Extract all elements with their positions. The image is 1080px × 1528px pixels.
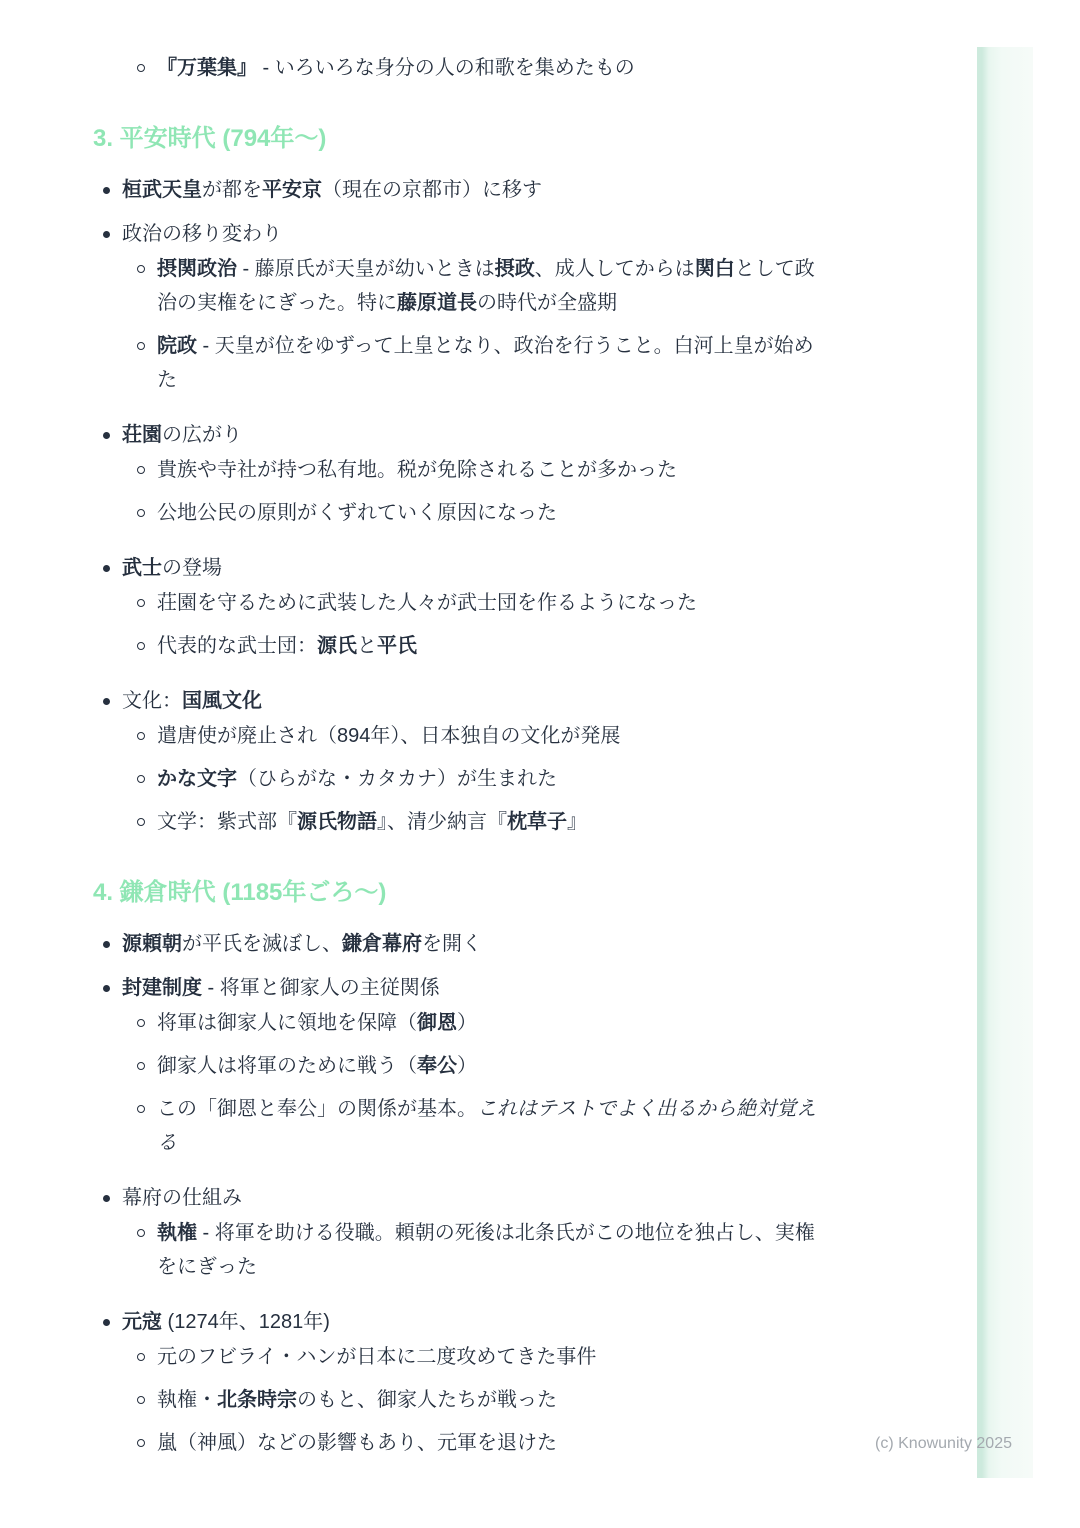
bullet-circle-icon (137, 1105, 145, 1113)
list-item (0, 1216, 822, 1284)
list-item-text: 将軍は御家人に領地を保障（御恩） (157, 1012, 477, 1034)
bullet-circle-icon (137, 1353, 145, 1361)
list-item (0, 1426, 822, 1460)
list-item-text: 元寇 (1274年、1281年) (122, 1311, 330, 1333)
list-item (0, 684, 822, 718)
list-item-text: 院政 - 天皇が位をゆずって上皇となり、政治を行うこと。白河上皇が始めた (157, 335, 814, 391)
list-item-text: 政治の移り変わり (122, 223, 282, 245)
bullet-dot-icon (103, 565, 110, 572)
bullet-circle-icon (137, 599, 145, 607)
list-item-text: 執権・北条時宗のもと、御家人たちが戦った (157, 1389, 557, 1411)
list-item-text: 武士の登場 (122, 557, 222, 579)
bullet-circle-icon (137, 342, 145, 350)
notes-content (0, 51, 822, 1460)
bullet-circle-icon (137, 732, 145, 740)
list-item (0, 1340, 822, 1374)
bullet-circle-icon (137, 1229, 145, 1237)
list-item-text: 源頼朝が平氏を滅ぼし、鎌倉幕府を開く (122, 933, 482, 955)
bullet-dot-icon (103, 231, 110, 238)
list-item-text: 荘園の広がり (122, 424, 242, 446)
list-item (0, 217, 822, 251)
list-item (0, 762, 822, 796)
section (0, 875, 822, 1460)
list-item (0, 418, 822, 452)
bullet-circle-icon (137, 1396, 145, 1404)
list-item-text: 貴族や寺社が持つ私有地。税が免除されることが多かった (157, 459, 677, 481)
section (0, 51, 822, 85)
bullet-dot-icon (103, 985, 110, 992)
list-item (0, 586, 822, 620)
list-item (0, 453, 822, 487)
list-item-text: 『万葉集』 - いろいろな身分の人の和歌を集めたもの (157, 57, 635, 79)
list-item-text: 桓武天皇が都を平安京（現在の京都市）に移す (122, 179, 542, 201)
bullet-circle-icon (137, 1019, 145, 1027)
watermark: (c) Knowunity 2025 (875, 1435, 1012, 1452)
list-item-text: 執権 - 将軍を助ける役職。頼朝の死後は北条氏がこの地位を独占し、実権をにぎった (157, 1222, 815, 1278)
bullet-circle-icon (137, 509, 145, 517)
section-heading: 4. 鎌倉時代 (1185年ごろ〜) (93, 879, 387, 906)
list-item-text: 代表的な武士団：源氏と平氏 (157, 635, 417, 657)
bullet-dot-icon (103, 187, 110, 194)
list-item-text: 荘園を守るために武装した人々が武士団を作るようになった (157, 592, 697, 614)
bullet-circle-icon (137, 265, 145, 273)
bullet-dot-icon (103, 432, 110, 439)
list-item-text: 遣唐使が廃止され（894年）、日本独自の文化が発展 (157, 725, 621, 747)
bullet-dot-icon (103, 1319, 110, 1326)
list-item (0, 629, 822, 663)
bullet-circle-icon (137, 642, 145, 650)
list-item-text: 御家人は将軍のために戦う（奉公） (157, 1055, 477, 1077)
list-item (0, 805, 822, 839)
list-item (0, 1049, 822, 1083)
list-item-text: 封建制度 - 将軍と御家人の主従関係 (122, 977, 440, 999)
list-item-text: 摂関政治 - 藤原氏が天皇が幼いときは摂政、成人してからは関白として政治の実権をにぎった。特に藤原道長の時代が全盛期 (157, 258, 815, 314)
bullet-dot-icon (103, 941, 110, 948)
list-item (0, 329, 822, 397)
list-item (0, 173, 822, 207)
bullet-circle-icon (137, 64, 145, 72)
scrollbar-thumb[interactable] (977, 47, 1033, 1478)
list-item-text: 元のフビライ・ハンが日本に二度攻めてきた事件 (157, 1346, 597, 1368)
list-item-text: 嵐（神風）などの影響もあり、元軍を退けた (157, 1432, 557, 1454)
bullet-circle-icon (137, 775, 145, 783)
bullet-dot-icon (103, 698, 110, 705)
list-item-text: 文化：国風文化 (122, 690, 262, 712)
list-item (0, 927, 822, 961)
section-heading: 3. 平安時代 (794年〜) (93, 125, 327, 152)
bullet-circle-icon (137, 466, 145, 474)
bullet-circle-icon (137, 1062, 145, 1070)
list-item (0, 496, 822, 530)
list-item (0, 1092, 822, 1160)
list-item (0, 719, 822, 753)
bullet-dot-icon (103, 1195, 110, 1202)
list-item-text: 文学：紫式部『源氏物語』、清少納言『枕草子』 (157, 811, 587, 833)
list-item (0, 1181, 822, 1215)
list-item (0, 551, 822, 585)
list-item-text: かな文字（ひらがな・カタカナ）が生まれた (157, 768, 557, 790)
list-item (0, 1383, 822, 1417)
list-item (0, 51, 822, 85)
list-item-text: 幕府の仕組み (122, 1187, 242, 1209)
bullet-circle-icon (137, 818, 145, 826)
list-item-text: この「御恩と奉公」の関係が基本。これはテストでよく出るから絶対覚える (157, 1098, 817, 1154)
list-item (0, 971, 822, 1005)
list-item (0, 1305, 822, 1339)
section (0, 121, 822, 839)
list-item (0, 1006, 822, 1040)
bullet-circle-icon (137, 1439, 145, 1447)
list-item-text: 公地公民の原則がくずれていく原因になった (157, 502, 557, 524)
list-item (0, 252, 822, 320)
